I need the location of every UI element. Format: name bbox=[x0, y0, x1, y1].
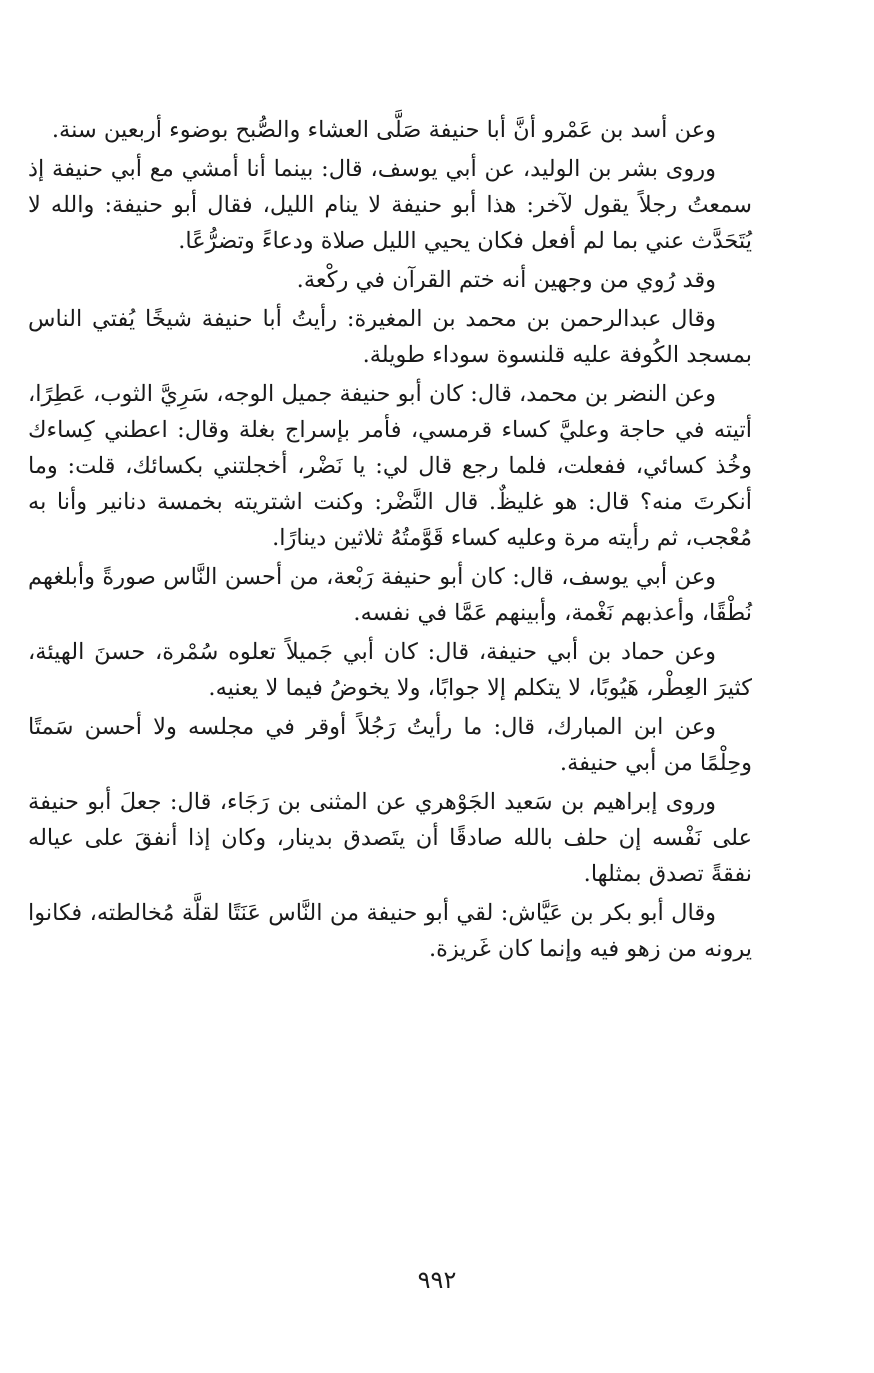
paragraph-abu-yusuf: وعن أبي يوسف، قال: كان أبو حنيفة رَبْعة، من أحسن النَّاس صورةً وأبلغهم نُطْقًا، وأعذبهم نَغْمة، وأبينهم عَمَّا في نفسه. bbox=[28, 564, 752, 626]
page-body bbox=[28, 112, 752, 970]
paragraph-khatm-al-quran: وقد رُوي من وجهين أنه ختم القرآن في ركْعة. bbox=[296, 267, 716, 293]
paragraph-abdulrahman-ibn-muhammad: وقال عبدالرحمن بن محمد بن المغيرة: رأيتُ أبا حنيفة شيخًا يُفتي الناس بمسجد الكُوفة عليه قلنسوة سوداء طويلة. bbox=[28, 306, 752, 368]
paragraph-al-nadr-ibn-muhammad: وعن النضر بن محمد، قال: كان أبو حنيفة جميل الوجه، سَرِيَّ الثوب، عَطِرًا، أتيته في حاجة وعليَّ كساء قرمسي، فأمر بإسراج بغلة وقال: اعطني كِساءك وخُذ كسائي، ففعلت، فلما رجع قال لي: يا نَضْر، أخجلتني بكسائك، قلت: وما أنكرتَ منه؟ قال: هو غليظٌ. قال النَّضْر: وكنت اشتريته بخمسة دنانير وأنا به مُعْجب، ثم رأيته مرة وعليه كساء قَوَّمتُهُ ثلاثين دينارًا. bbox=[28, 381, 752, 551]
page-number: ٩٩٢ bbox=[417, 1266, 457, 1294]
paragraph-ibrahim-ibn-said: وروى إبراهيم بن سَعيد الجَوْهري عن المثنى بن رَجَاء، قال: جعلَ أبو حنيفة على نَفْسه إن حلف بالله صادقًا أن يتَصدق بدينار، وكان إذا أنفقَ على عياله نفقةً تصدق بمثلها. bbox=[28, 789, 752, 887]
paragraph-bishr-ibn-al-walid: وروى بشر بن الوليد، عن أبي يوسف، قال: بينما أنا أمشي مع أبي حنيفة إذ سمعتُ رجلاً يقول لآخر: هذا أبو حنيفة لا ينام الليل، فقال أبو حنيفة: والله لا يُتَحَدَّث عني بما لم أفعل فكان يحيي الليل صلاة ودعاءً وتضرُّعًا. bbox=[28, 156, 752, 254]
paragraph-abu-bakr-ibn-ayyash: وقال أبو بكر بن عَيَّاش: لقي أبو حنيفة من النَّاس عَنَتًا لقلَّة مُخالطته، فكانوا يرونه من زهو فيه وإنما كان غَريزة. bbox=[28, 900, 752, 962]
paragraph-ibn-al-mubarak: وعن ابن المبارك، قال: ما رأيتُ رَجُلاً أوقر في مجلسه ولا أحسن سَمتًا وحِلْمًا من أبي حنيفة. bbox=[28, 714, 752, 776]
paragraph-hammad-ibn-abi-hanifa: وعن حماد بن أبي حنيفة، قال: كان أبي جَميلاً تعلوه سُمْرة، حسنَ الهيئة، كثيرَ العِطْر، هَيُوبًا، لا يتكلم إلا جوابًا، ولا يخوضُ فيما لا يعنيه. bbox=[28, 639, 752, 701]
paragraph-asad-ibn-amr: وعن أسد بن عَمْرو أنَّ أبا حنيفة صَلَّى العشاء والصُّبح بوضوء أربعين سنة. bbox=[51, 117, 716, 143]
